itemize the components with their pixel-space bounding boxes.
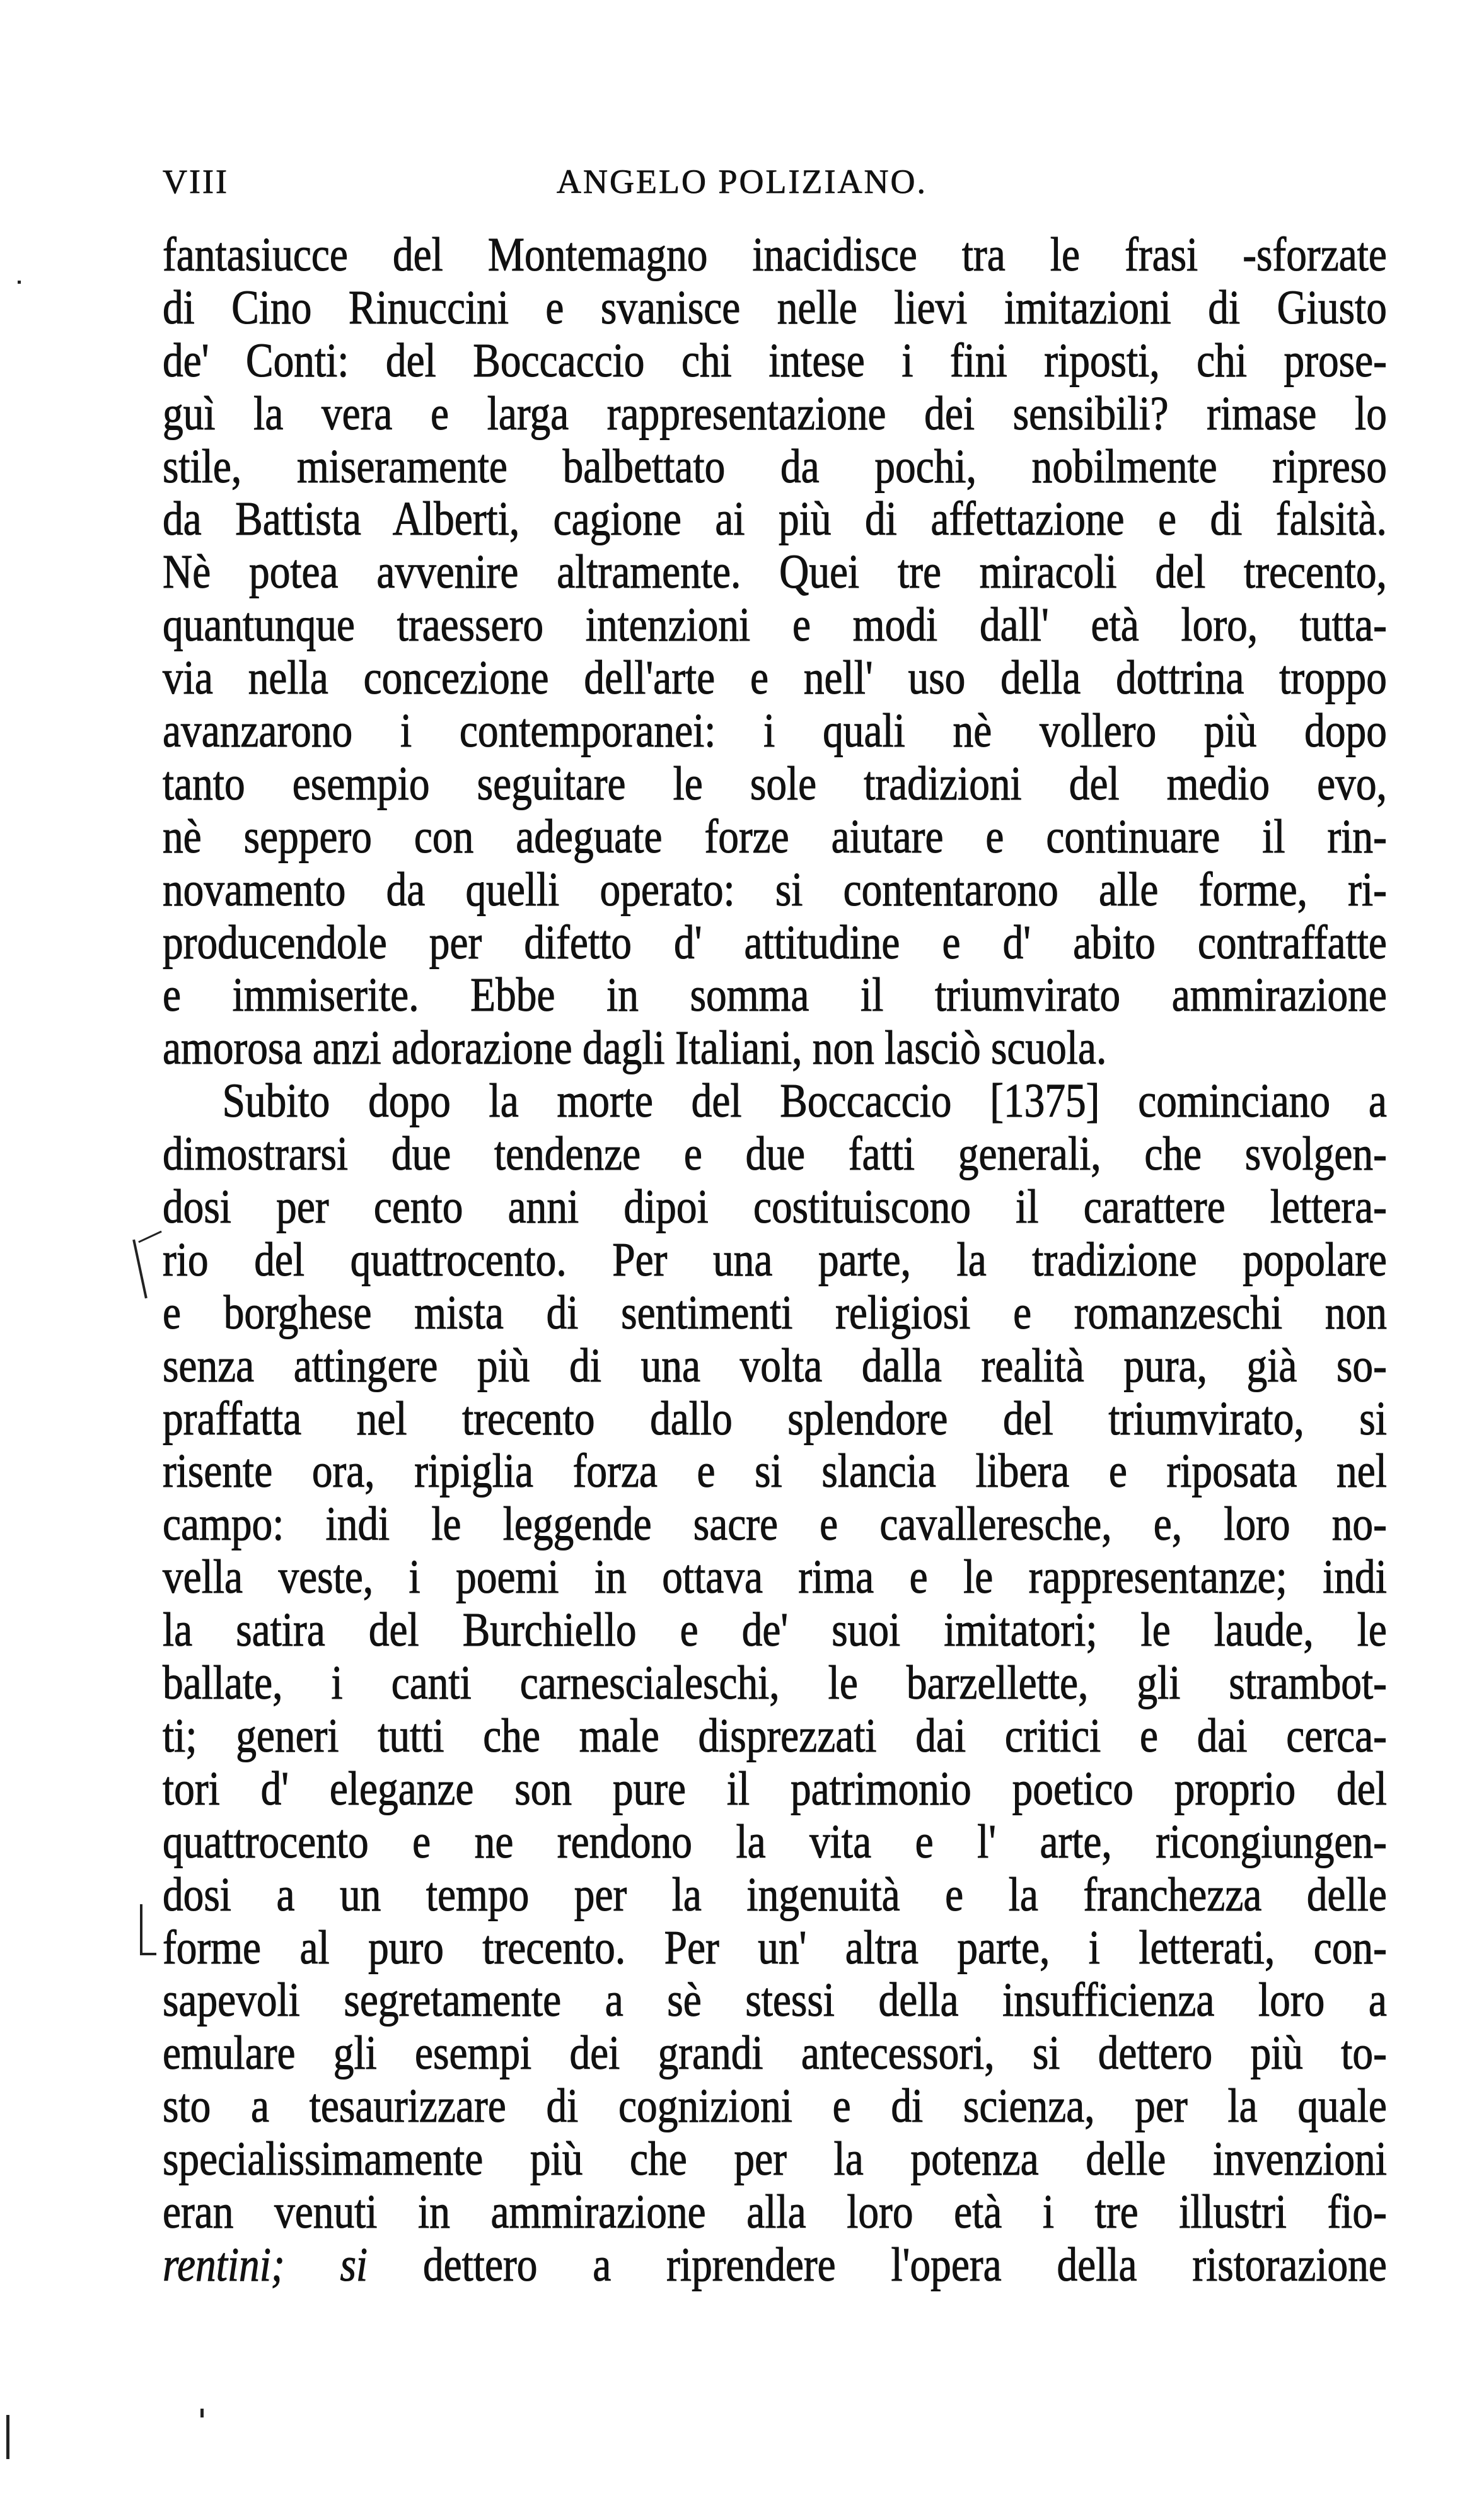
text-line: Subito dopo la morte del Boccaccio [1375] cominciano a [222,1074,1387,1128]
text-line: eran venuti in ammirazione alla loro età i tre illustri fio- [163,2185,1387,2238]
text-span: dettero a riprendere l'opera della ristorazione [368,2238,1387,2291]
text-line: praffatta nel trecento dallo splendore del triumvirato, si [163,1392,1387,1445]
text-line: dosi a un tempo per la ingenuità e la franchezza delle [163,1868,1387,1921]
margin-bracket-mark [138,1231,162,1243]
text-line: e borghese mista di sentimenti religiosi e romanzeschi non [163,1286,1387,1339]
running-title: ANGELO POLIZIANO. [557,163,927,201]
margin-l-mark [140,1953,156,1955]
text-line: risente ora, ripiglia forza e si slancia libera e riposata nel [163,1445,1387,1498]
italic-text: rentini; si [163,2238,368,2291]
text-line: dimostrarsi due tendenze e due fatti generali, che svolgen- [163,1127,1387,1181]
text-line: da Battista Alberti, cagione ai più di affettazione e di falsità. [163,492,1387,546]
text-line: sapevoli segretamente a sè stessi della insufficienza loro a [163,1974,1387,2027]
margin-bracket-mark [132,1240,148,1299]
text-line: avanzarono i contemporanei: i quali nè vollero più dopo [163,704,1387,758]
text-line: rio del quattrocento. Per una parte, la tradizione popolare [163,1233,1387,1286]
edge-mark [6,2415,9,2459]
text-line: vella veste, i poemi in ottava rima e le rappresentanze; indi [163,1550,1387,1604]
text-line: campo: indi le leggende sacre e cavalleresche, e, loro no- [163,1498,1387,1551]
text-line: via nella concezione dell'arte e nell' uso della dottrina troppo [163,651,1387,705]
text-line: quantunque traessero intenzioni e modi dall' età loro, tutta- [163,598,1387,652]
text-line: nè seppero con adeguate forze aiutare e continuare il rin- [163,810,1387,863]
text-line: tori d' eleganze son pure il patrimonio poetico proprio del [163,1762,1387,1815]
text-line: sto a tesaurizzare di cognizioni e di scienza, per la quale [163,2079,1387,2133]
margin-l-mark [140,1904,142,1955]
text-line: tanto esempio seguitare le sole tradizioni del medio evo, [163,757,1387,810]
text-line: forme al puro trecento. Per un' altra parte, i letterati, con- [163,1921,1387,1974]
text-line: la satira del Burchiello e de' suoi imitatori; le laude, le [163,1603,1387,1657]
text-line: producendole per difetto d' attitudine e d' abito contraffatte [163,916,1387,969]
text-line: guì la vera e larga rappresentazione dei sensibili? rimase lo [163,387,1387,440]
margin-dot [18,281,21,284]
text-line: specialissimamente più che per la potenza delle invenzioni [163,2132,1387,2186]
page-number: VIII [163,163,229,201]
text-line: ti; generi tutti che male disprezzati dai critici e dai cerca- [163,1709,1387,1762]
text-line: di Cino Rinuccini e svanisce nelle lievi imitazioni di Giusto [163,281,1387,334]
text-line [163,2239,1387,2292]
text-line: de' Conti: del Boccaccio chi intese i fini riposti, chi prose- [163,334,1387,387]
text-line: ballate, i canti carnescialeschi, le barzellette, gli strambot- [163,1656,1387,1710]
text-line: novamento da quelli operato: si contentarono alle forme, ri- [163,863,1387,916]
text-line: amorosa anzi adorazione dagli Italiani, non lasciò scuola. [163,1021,1107,1075]
text-line: senza attingere più di una volta dalla realità pura, già so- [163,1339,1387,1392]
text-line: Nè potea avvenire altramente. Quei tre miracoli del trecento, [163,545,1387,599]
body-text [163,229,1387,2292]
text-line: stile, miseramente balbettato da pochi, nobilmente ripreso [163,439,1387,493]
text-line: dosi per cento anni dipoi costituiscono il carattere lettera- [163,1180,1387,1234]
text-line: quattrocento e ne rendono la vita e l' arte, ricongiungen- [163,1815,1387,1868]
text-line: emulare gli esempi dei grandi antecessori, si dettero più to- [163,2027,1387,2080]
text-line: e immiserite. Ebbe in somma il triumvirato ammirazione [163,968,1387,1022]
margin-dot [200,2409,204,2417]
text-line: fantasiucce del Montemagno inacidisce tra le frasi -sforzate [163,228,1387,281]
